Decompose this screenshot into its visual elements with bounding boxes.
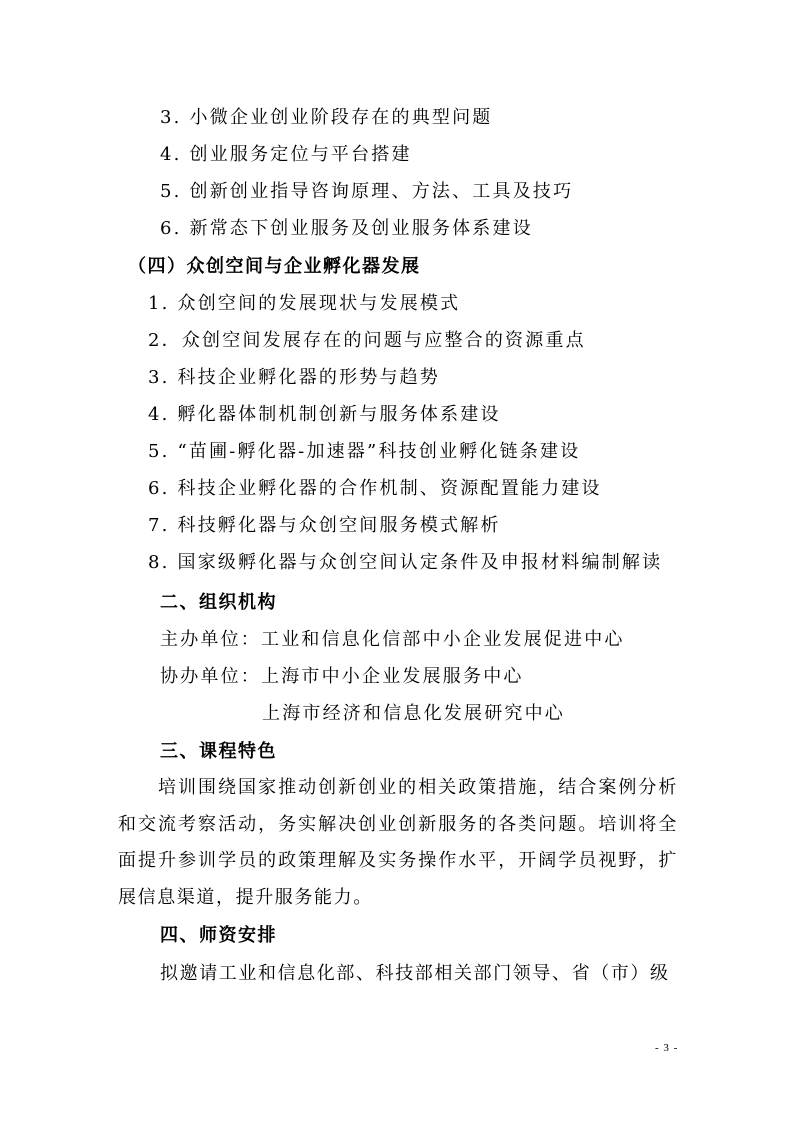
section4-item-6: 6. 科技企业孵化器的合作机制、资源配置能力建设 [148,478,602,499]
section4-item-1: 1. 众创空间的发展现状与发展模式 [148,293,461,314]
section4-item-7: 7. 科技孵化器与众创空间服务模式解析 [148,515,501,536]
faculty-paragraph-start: 拟邀请工业和信息化部、科技部相关部门领导、省（市）级 [160,963,670,984]
co-host-organization-2: 上海市经济和信息化发展研究中心 [262,703,565,724]
faculty-heading: 四、师资安排 [160,925,277,946]
section3-item-5: 5. 创新创业指导咨询原理、方法、工具及技巧 [160,181,574,202]
organization-heading: 二、组织机构 [160,592,277,613]
section4-item-4: 4. 孵化器体制机制创新与服务体系建设 [148,404,501,425]
section3-item-6: 6. 新常态下创业服务及创业服务体系建设 [160,218,533,239]
section3-item-3: 3. 小微企业创业阶段存在的典型问题 [160,107,493,128]
section4-item-8: 8. 国家级孵化器与众创空间认定条件及申报材料编制解读 [148,552,663,573]
section4-item-2: 2．众创空间发展存在的问题与应整合的资源重点 [148,330,586,351]
page-number: - 3 - [655,1042,679,1054]
section4-heading: （四）众创空间与企业孵化器发展 [128,256,421,277]
section4-item-5: 5. “苗圃-孵化器-加速器”科技创业孵化链条建设 [148,441,581,462]
co-host-organization-1: 协办单位：上海市中小企业发展服务中心 [160,666,524,687]
host-organization: 主办单位：工业和信息化信部中小企业发展促进中心 [160,629,625,650]
features-paragraph: 培训围绕国家推动创新创业的相关政策措施，结合案例分析和交流考察活动，务实解决创业创新服务的各类问题。培训将全面提升参训学员的政策理解及实务操作水平，开阔学员视野，扩展信息渠道，提升服务能力。 [118,777,678,908]
section4-item-3: 3. 科技企业孵化器的形势与趋势 [148,367,441,388]
section3-item-4: 4. 创业服务定位与平台搭建 [160,144,412,165]
features-heading: 三、课程特色 [160,741,277,762]
